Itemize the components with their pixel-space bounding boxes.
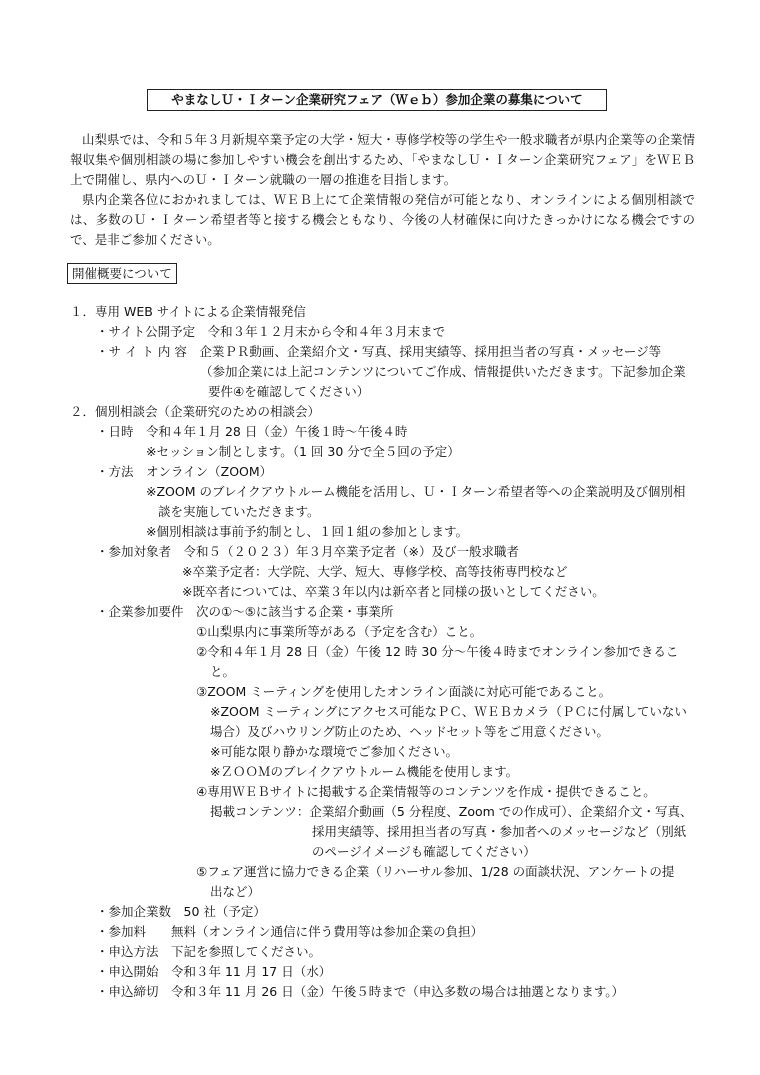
application-method: ・申込方法 下記を参照してください。 <box>96 944 322 959</box>
target-participants: ・参加対象者 令和５（２０２３）年３月卒業予定者（※）及び一般求職者 <box>96 544 519 559</box>
requirement-4: ④専用ＷＥＢサイトに掲載する企業情報等のコンテンツを作成・提供できること。 <box>196 784 656 799</box>
requirement-4-contents-cont-2: のページイメージも確認してください） <box>312 844 536 859</box>
alumni-note: ※既卒者については、卒業３年以内は新卒者と同様の扱いとしてください。 <box>182 584 605 599</box>
requirement-5-cont: 出など） <box>210 884 261 899</box>
company-requirements: ・企業参加要件 次の①～⑤に該当する企業・事業所 <box>96 604 394 619</box>
zoom-note: ※ZOOM のブレイクアウトルーム機能を活用し、Ｕ・Ｉターン希望者等への企業説明及び個別相 <box>146 484 686 499</box>
intro-paragraph-2: 県内企業各位におかれましては、ＷＥＢ上にて企業情報の発信が可能となり、オンラインによる個別相談では、多数のＵ・Ｉターン希望者等と接する機会ともなり、今後の人材確保に向けたきっかけになる機会ですので、是非ご参加ください。 <box>70 192 695 247</box>
site-contents: ・サ イ ト 内 容 企業ＰＲ動画、企業紹介文・写真、採用実績等、採用担当者の写真・メッセージ等 <box>96 344 662 359</box>
requirement-4-contents: 掲載コンテンツ：企業紹介動画（5 分程度、Zoom での作成可）、企業紹介文・写真、 <box>210 804 693 819</box>
zoom-note-cont: 談を実施していただきます。 <box>158 504 320 519</box>
consult-datetime: ・日時 令和４年１月 28 日（金）午後１時～午後４時 <box>96 424 408 439</box>
requirement-3-note-2: ※可能な限り静かな環境でご参加ください。 <box>210 744 458 759</box>
application-deadline: ・申込締切 令和３年 11 月 26 日（金）午後５時まで（申込多数の場合は抽選となります。） <box>96 984 624 999</box>
requirement-1: ①山梨県内に事業所等がある（予定を含む）こと。 <box>196 624 483 639</box>
requirement-3: ③ZOOM ミーティングを使用したオンライン面談に対応可能であること。 <box>196 684 612 699</box>
application-start: ・申込開始 令和３年 11 月 17 日（水） <box>96 964 332 979</box>
document-title: やまなしＵ・Ｉターン企業研究フェア（Ｗｅｂ）参加企業の募集について <box>147 89 607 111</box>
requirement-3-note-1-cont: 場合）及びハウリング防止のため、ヘッドセット等をご用意ください。 <box>210 724 609 739</box>
section-heading: 開催概要について <box>67 263 177 284</box>
item-2-heading: ２．個別相談会（企業研究のための相談会） <box>70 404 321 419</box>
item-1-heading: １．専用 WEB サイトによる企業情報発信 <box>70 304 306 319</box>
session-note: ※セッション制とします。（1 回 30 分で全５回の予定） <box>146 444 460 459</box>
requirement-2: ②令和４年１月 28 日（金）午後 12 時 30 分～午後４時までオンライン参加できるこ <box>196 644 679 659</box>
reservation-note: ※個別相談は事前予約制とし、１回１組の参加とします。 <box>146 524 468 539</box>
participation-fee: ・参加料 無料（オンライン通信に伴う費用等は参加企業の負担） <box>96 924 484 939</box>
graduate-note: ※卒業予定者：大学院、大学、短大、専修学校、高等技術専門校など <box>182 564 568 579</box>
requirement-3-note-3: ※ＺＯＯＭのブレイクアウトルーム機能を使用します。 <box>210 764 519 779</box>
site-contents-note: （参加企業には上記コンテンツについてご作成、情報提供いただきます。下記参加企業 <box>200 364 686 379</box>
site-release-date: ・サイト公開予定 令和３年１２月末から令和４年３月末まで <box>96 324 446 339</box>
requirement-4-contents-cont: 採用実績等、採用担当者の写真・参加者へのメッセージなど（別紙 <box>312 824 687 839</box>
site-contents-note-cont: 要件④を確認してください） <box>208 384 370 399</box>
participating-companies: ・参加企業数 50 社（予定） <box>96 904 266 919</box>
requirement-2-cont: と。 <box>210 664 236 679</box>
requirement-5: ⑤フェア運営に協力できる企業（リハーサル参加、1/28 の面談状況、アンケートの提 <box>196 864 675 879</box>
consult-method: ・方法 オンライン（ZOOM） <box>96 464 273 479</box>
intro-paragraph-1: 山梨県では、令和５年３月新規卒業予定の大学・短大・専修学校等の学生や一般求職者が県内企業等の企業情報収集や個別相談の場に参加しやすい機会を創出するため、「やまなしＵ・Ｉターン企業研究フェア」をＷＥＢ上で開催し、県内へのＵ・Ｉターン就職の一層の推進を目指します。 <box>70 132 695 187</box>
requirement-3-note-1: ※ZOOM ミーティングにアクセス可能なＰＣ、ＷＥＢカメラ（ＰＣに付属していない <box>210 704 687 719</box>
